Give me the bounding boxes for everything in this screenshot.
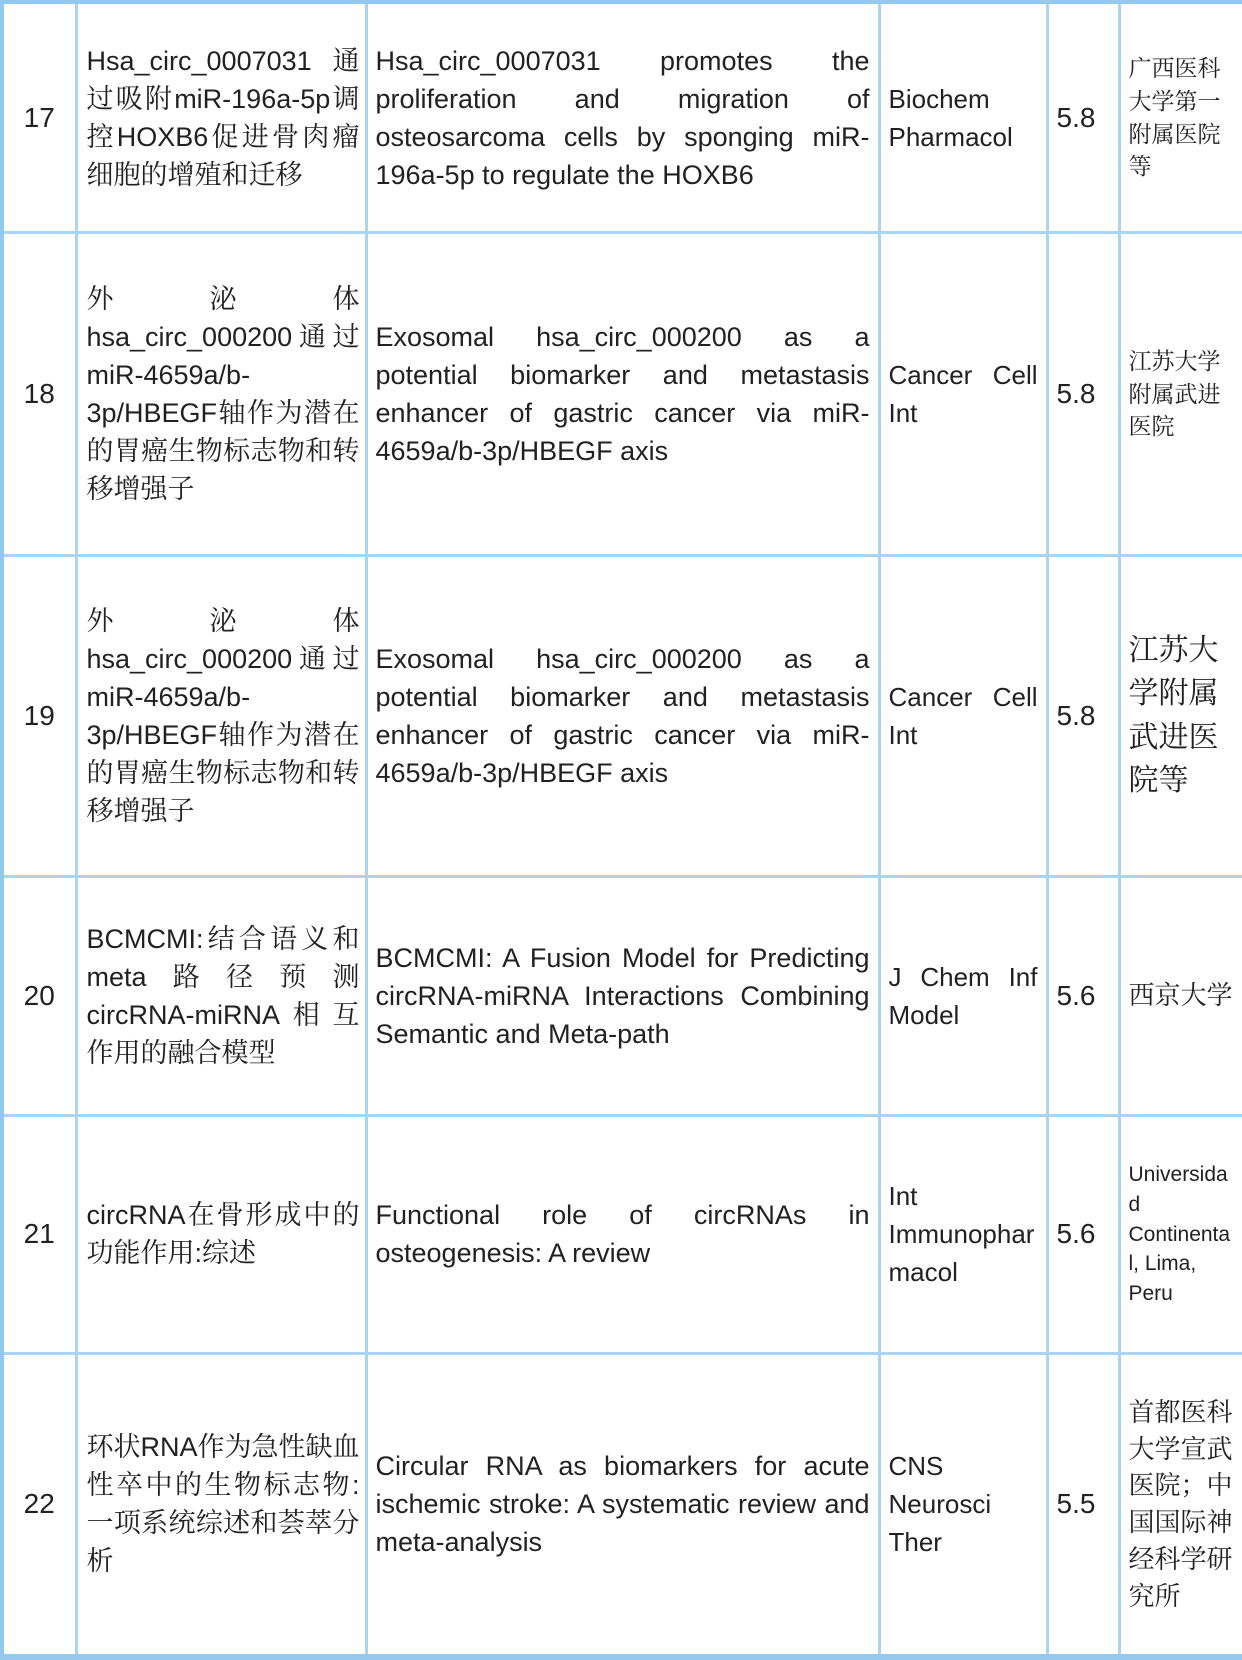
- title-en-cell: Circular RNA as biomarkers for acute ischemic stroke: A systematic review and meta-analysis: [366, 1353, 879, 1657]
- impact-factor-cell: 5.6: [1047, 1116, 1119, 1354]
- institution-cell: 江苏大学附属武进医院等: [1119, 555, 1242, 876]
- table-row: [2, 233, 1242, 556]
- impact-factor-cell: 5.8: [1047, 233, 1119, 556]
- impact-factor-cell: 5.8: [1047, 2, 1119, 233]
- journal-cell: Cancer Cell Int: [879, 233, 1047, 556]
- row-number-cell: 20: [2, 876, 76, 1116]
- table-row: [2, 1116, 1242, 1354]
- row-number-cell: 22: [2, 1353, 76, 1657]
- institution-cell: Universidad Continental, Lima, Peru: [1119, 1116, 1242, 1354]
- title-en-cell: Hsa_circ_0007031 promotes the proliferation and migration of osteosarcoma cells by sponging miR-196a-5p to regulate the HOXB6: [366, 2, 879, 233]
- title-en-cell: BCMCMI: A Fusion Model for Predicting circRNA-miRNA Interactions Combining Semantic and Meta-path: [366, 876, 879, 1116]
- journal-cell: Cancer Cell Int: [879, 555, 1047, 876]
- journal-cell: J Chem Inf Model: [879, 876, 1047, 1116]
- institution-cell: 江苏大学附属武进医院: [1119, 233, 1242, 556]
- row-number-cell: 19: [2, 555, 76, 876]
- title-cn-cell: BCMCMI:结合语义和meta路径预测circRNA-miRNA相互作用的融合模型: [76, 876, 366, 1116]
- institution-cell: 首都医科大学宣武医院；中国国际神经科学研究所: [1119, 1353, 1242, 1657]
- table-row: [2, 2, 1242, 233]
- title-cn-cell: Hsa_circ_0007031通过吸附miR-196a-5p调控HOXB6促进骨肉瘤细胞的增殖和迁移: [76, 2, 366, 233]
- title-cn-cell: 环状RNA作为急性缺血性卒中的生物标志物:一项系统综述和荟萃分析: [76, 1353, 366, 1657]
- row-number-cell: 17: [2, 2, 76, 233]
- table-row: [2, 876, 1242, 1116]
- impact-factor-cell: 5.8: [1047, 555, 1119, 876]
- institution-cell: 广西医科大学第一附属医院等: [1119, 2, 1242, 233]
- journal-cell: CNS Neurosci Ther: [879, 1353, 1047, 1657]
- title-en-cell: Exosomal hsa_circ_000200 as a potential biomarker and metastasis enhancer of gastric cancer via miR-4659a/b-3p/HBEGF axis: [366, 233, 879, 556]
- table-row: [2, 555, 1242, 876]
- title-cn-cell: 外泌体hsa_circ_000200通过miR-4659a/b-3p/HBEGF轴作为潜在的胃癌生物标志物和转移增强子: [76, 555, 366, 876]
- institution-cell: 西京大学: [1119, 876, 1242, 1116]
- row-number-cell: 21: [2, 1116, 76, 1354]
- journal-cell: Biochem Pharmacol: [879, 2, 1047, 233]
- journal-cell: Int Immunopharmacol: [879, 1116, 1047, 1354]
- table-row: [2, 1353, 1242, 1657]
- row-number-cell: 18: [2, 233, 76, 556]
- title-cn-cell: 外泌体hsa_circ_000200通过miR-4659a/b-3p/HBEGF轴作为潜在的胃癌生物标志物和转移增强子: [76, 233, 366, 556]
- impact-factor-cell: 5.5: [1047, 1353, 1119, 1657]
- impact-factor-cell: 5.6: [1047, 876, 1119, 1116]
- title-en-cell: Exosomal hsa_circ_000200 as a potential biomarker and metastasis enhancer of gastric cancer via miR-4659a/b-3p/HBEGF axis: [366, 555, 879, 876]
- title-en-cell: Functional role of circRNAs in osteogenesis: A review: [366, 1116, 879, 1354]
- title-cn-cell: circRNA在骨形成中的功能作用:综述: [76, 1116, 366, 1354]
